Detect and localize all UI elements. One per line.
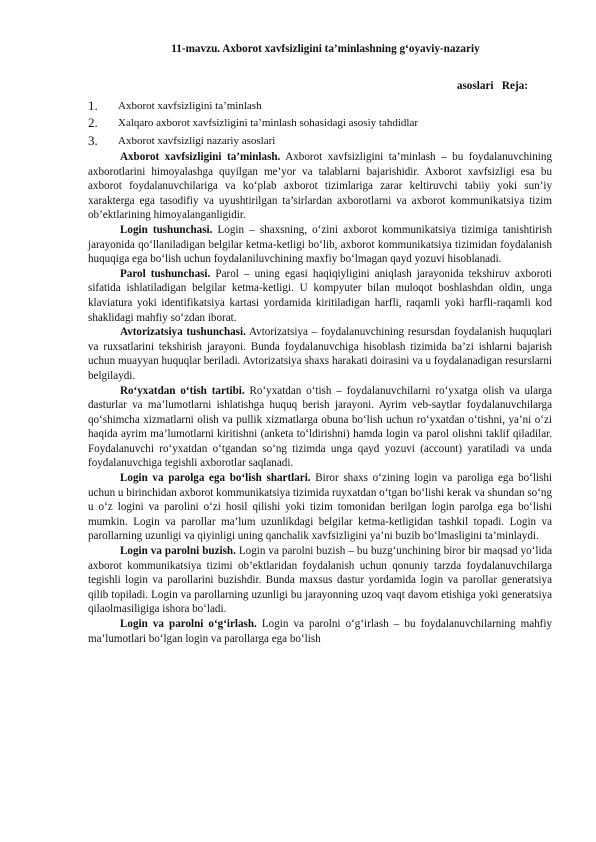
document-title: 11-mavzu. Axborot xavfsizligini ta’minlashning g‘oyaviy-nazariy [171, 43, 480, 55]
plan-item [88, 132, 548, 150]
paragraph-term: Avtorizatsiya tushunchasi. [120, 326, 246, 339]
plan-list [88, 97, 548, 150]
paragraph [88, 267, 552, 325]
paragraph [88, 384, 552, 472]
paragraph [88, 150, 552, 223]
plan-item [88, 97, 548, 115]
paragraph-text: Axborot xavfsizligini ta’minlash – bu foydalanuvchining axborotlarini himoyalashga quyilgan me’yor va talablarni bajarishidir. Axborot xavfsizligi esa bu axborot foydalanuvchilariga va ko‘plab axborot tizimlariga zarar keltiruvchi tabiiy yoki sun’iy xarakterga ega tasodifiy va uyushtirilgan ta’sirlardan axborotlarni va axborot kommunikatsiya tizim ob’ektlarining himoyalanganligidir. [88, 151, 552, 222]
paragraph-term: Axborot xavfsizligini ta’minlash. [120, 151, 281, 163]
plan-item-number: 2. [88, 115, 98, 131]
plan-item-text: Xalqaro axborot xavfsizligini ta’minlash sohasidagi asosiy tahdidlar [118, 117, 418, 130]
paragraph-term: Login tushunchasi. [120, 223, 213, 236]
document-body [88, 150, 552, 646]
paragraph-text: Login va parolni buzish – bu buzg‘unchining biror bir maqsad yo‘lida axborot kommunikatsiya tizimi ob’ektlaridan foydalanish uchun qonuniy tarzda foydalanuvchilarga tegishli login va parollarini buzishdir. Bunda maxsus dastur yordamida login va parollar generatsiya qilib topiladi. Login va parollarning uzunligi bu jarayonning uzoq vaqt davom etishiga yoki generatsiya qilaolmasiligiga ishora bo‘ladi. [88, 545, 552, 616]
plan-item-text: Axborot xavfsizligi nazariy asoslari [118, 134, 276, 147]
paragraph-text: Login – shaxsning, o‘zini axborot kommunikatsiya tizimiga tanishtirish jarayonida qo‘llaniladigan belgilar ketma-ketligi bo‘lib, axborot kommunikatsiya tizimidan foydalanish huquqiga ega bo‘lish uchun foydalaniluvchining maxfiy bo‘lmagan qayd yozuvi hisoblanadi. [88, 223, 552, 266]
paragraph-text: Ro‘yxatdan o‘tish – foydalanuvchilarni ro‘yxatga olish va ularga dasturlar va ma’lumotlarni ishlatishga huquq berish jarayoni. Ayrim veb-saytlar foydalanuvchilarga qo‘shimcha xizmatlarni olish va pullik xizmatlarga obuna bo‘lish uchun ro‘yxatdan o‘tishni, ya’ni o‘zi haqida ayrim ma’lumotlarni kiritishni (anketa to‘ldirishni) hamda login va parol olishni taklif qiladilar. Foydalanuvchi ro‘yxatdan o‘tgandan so‘ng tizimda unga qayd yozuvi (account) yaratiladi va unda foydalanuvchiga tegishli axborotlar saqlanadi. [88, 384, 552, 470]
plan-item-text: Axborot xavfsizligini ta’minlash [118, 99, 262, 112]
plan-item-number: 1. [88, 97, 98, 113]
paragraph-term: Parol tushunchasi. [120, 267, 211, 280]
paragraph [88, 617, 552, 646]
paragraph-term: Login va parolga ega bo‘lish shartlari. [120, 472, 311, 485]
paragraph [88, 223, 552, 267]
paragraph [88, 471, 552, 544]
paragraph-text: Avtorizatsiya – foydalanuvchining resursdan foydalanish huquqlari va ruxsatlarini tekshirish jarayoni. Bunda foydalanuvchiga hisoblash tizimida ba’zi ishlarni bajarish uchun muayyan huquqlar beriladi. Avtorizatsiya shaxs harakati doirasini va u foydalanadigan resurslarni belgilaydi. [88, 326, 553, 382]
paragraph [88, 544, 552, 617]
plan-item [88, 115, 548, 133]
plan-item-number: 3. [88, 132, 98, 148]
paragraph-text: Login va parolni o‘g‘irlash – bu foydalanuvchilarning mahfiy ma’lumotlari bo‘lgan login va parollarga ega bo‘lish [88, 618, 553, 645]
paragraph-term: Login va parolni buzish. [120, 545, 236, 558]
paragraph [88, 325, 552, 383]
paragraph-term: Ro‘yxatdan o‘tish tartibi. [120, 384, 245, 397]
document-subtitle: asoslari Reja: [456, 80, 528, 92]
paragraph-term: Login va parolni o‘g‘irlash. [120, 618, 257, 630]
paragraph-text: Biror shaxs o‘zining login va paroliga ega bo‘lishi uchun u birinchidan axborot kommunikatsiya tizimida ruyxatdan o‘tgan bo‘lishi kerak va shundan so‘ng u o‘z logini va parolini o‘zi hosil qilishi yoki tizim tomonidan berilgan login parolga ega bo‘lishi mumkin. Login va parollar ma’lum uzunlikdagi belgilar ketma-ketligidan tashkil topadi. Login va parollarning uzunligi va qiyinligi uning qanchalik xavfsizligini ya’ni buzib bo‘lmasligini ta’minlaydi. [88, 472, 552, 543]
paragraph-text: Parol – uning egasi haqiqiyligini aniqlash jarayonida tekshiruv axboroti sifatida ishlatiladigan belgilar ketma-ketligi. U kompyuter bilan muloqot boshlashdan oldin, unga klaviatura yoki identifikatsiya kartasi yordamida kiritiladigan harfli, raqamli yoki harfli-raqamli kod shaklidagi mahfiy so‘zdan iborat. [88, 267, 552, 324]
